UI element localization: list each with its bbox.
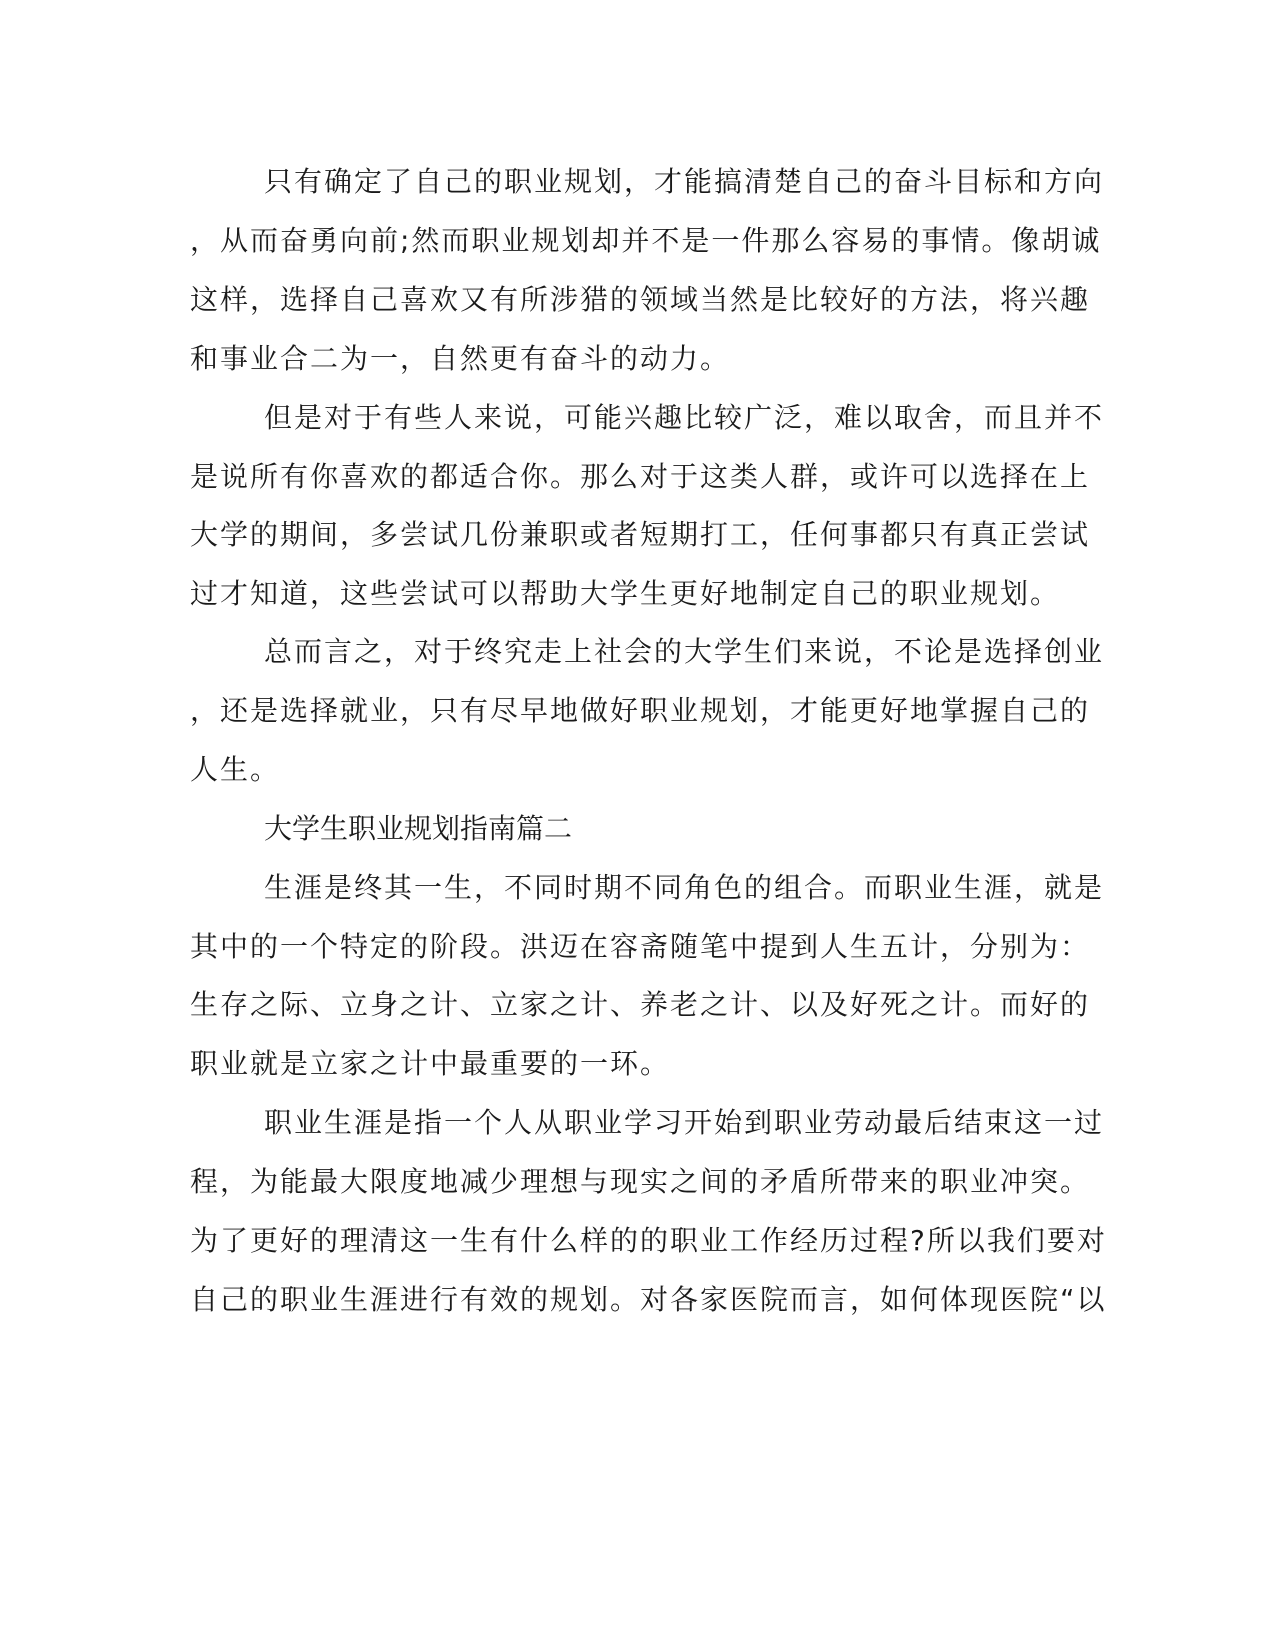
paragraph-line: 和事业合二为一，自然更有奋斗的动力。 bbox=[190, 342, 731, 375]
paragraph-line: 大学的期间，多尝试几份兼职或者短期打工，任何事都只有真正尝试 bbox=[190, 518, 1091, 551]
section-heading: 大学生职业规划指南篇二 bbox=[264, 812, 573, 845]
paragraph-line: 为了更好的理清这一生有什么样的的职业工作经历过程?所以我们要对 bbox=[190, 1224, 1107, 1257]
paragraph-line: 其中的一个特定的阶段。洪迈在容斋随笔中提到人生五计，分别为： bbox=[190, 930, 1091, 963]
paragraph-line: 自己的职业生涯进行有效的规划。对各家医院而言，如何体现医院“以 bbox=[190, 1283, 1107, 1316]
paragraph-line: 总而言之，对于终究走上社会的大学生们来说，不论是选择创业 bbox=[264, 635, 1105, 668]
paragraph-line: 只有确定了自己的职业规划，才能搞清楚自己的奋斗目标和方向 bbox=[264, 165, 1105, 198]
paragraph-line: 这样，选择自己喜欢又有所涉猎的领域当然是比较好的方法，将兴趣 bbox=[190, 283, 1091, 316]
paragraph-line: 但是对于有些人来说，可能兴趣比较广泛，难以取舍，而且并不 bbox=[264, 401, 1105, 434]
paragraph-line: ，从而奋勇向前;然而职业规划却并不是一件那么容易的事情。像胡诚 bbox=[190, 224, 1102, 257]
paragraph-line: 人生。 bbox=[190, 753, 281, 786]
paragraph-line: 生存之际、立身之计、立家之计、养老之计、以及好死之计。而好的 bbox=[190, 988, 1091, 1021]
paragraph-line: 职业就是立家之计中最重要的一环。 bbox=[190, 1047, 671, 1080]
paragraph-line: 程，为能最大限度地减少理想与现实之间的矛盾所带来的职业冲突。 bbox=[190, 1165, 1091, 1198]
paragraph-line: 过才知道，这些尝试可以帮助大学生更好地制定自己的职业规划。 bbox=[190, 577, 1061, 610]
paragraph-line: 职业生涯是指一个人从职业学习开始到职业劳动最后结束这一过 bbox=[264, 1106, 1105, 1139]
paragraph-line: 是说所有你喜欢的都适合你。那么对于这类人群，或许可以选择在上 bbox=[190, 460, 1091, 493]
paragraph-line: ，还是选择就业，只有尽早地做好职业规划，才能更好地掌握自己的 bbox=[190, 694, 1091, 727]
paragraph-line: 生涯是终其一生，不同时期不同角色的组合。而职业生涯，就是 bbox=[264, 871, 1105, 904]
